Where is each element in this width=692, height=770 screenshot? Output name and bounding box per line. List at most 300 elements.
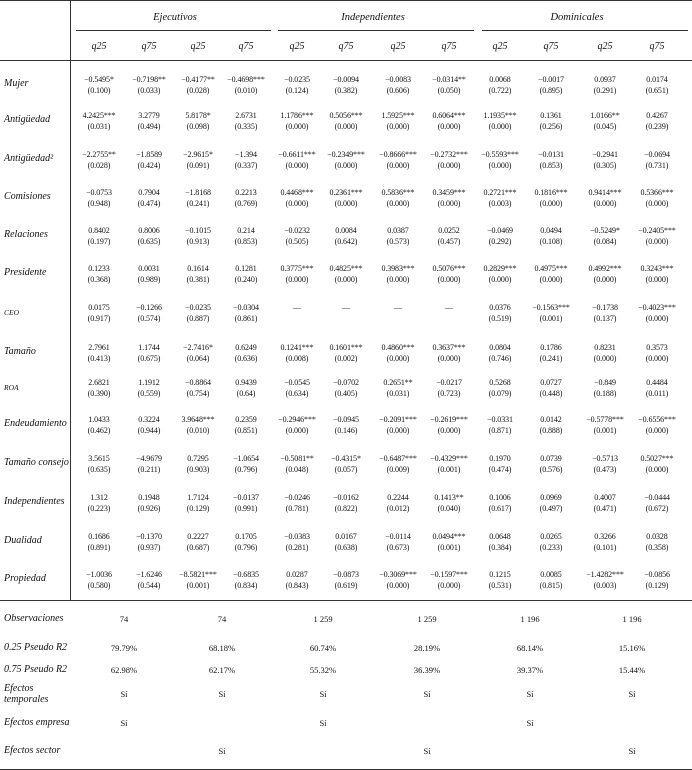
- table-cell: [373, 377, 423, 399]
- coefficient: −0.5713: [592, 454, 618, 463]
- row-label: CEO: [4, 308, 19, 317]
- coefficient: −0.0331: [487, 415, 513, 424]
- table-cell: [272, 149, 322, 171]
- table-cell: [272, 225, 322, 247]
- table-cell: [74, 377, 124, 399]
- p-value: (0.642): [334, 237, 358, 246]
- p-value: (0.010): [234, 86, 258, 95]
- table-cell: [580, 342, 630, 364]
- table-cell: [74, 225, 124, 247]
- footer-value: 74: [217, 614, 227, 624]
- p-value: (0.636): [234, 354, 258, 363]
- table-cell: [221, 414, 271, 436]
- p-value: (0.917): [87, 314, 111, 323]
- coefficient: 0.4484: [646, 378, 668, 387]
- coefficient: 0.9414***: [588, 188, 622, 197]
- coefficient: 1.1912: [138, 378, 160, 387]
- p-value: (0.001): [539, 314, 563, 323]
- table-cell: [321, 414, 371, 436]
- p-value: (0.281): [285, 543, 309, 552]
- table-cell: [373, 492, 423, 514]
- coefficient: 0.4468***: [280, 188, 314, 197]
- p-value: (0.834): [234, 581, 258, 590]
- footer-value: 15.44%: [618, 665, 646, 675]
- table-cell: [475, 225, 525, 247]
- table-cell: [475, 149, 525, 171]
- table-cell: [373, 110, 423, 132]
- p-value: (0.100): [87, 86, 111, 95]
- table-cell: [424, 569, 474, 591]
- table-cell: [124, 263, 174, 285]
- p-value: (0.000): [437, 426, 461, 435]
- coefficient: 0.2213: [235, 188, 257, 197]
- table-cell: [632, 74, 682, 96]
- coefficient: −1.8168: [185, 188, 211, 197]
- table-cell: [221, 302, 271, 324]
- coefficient: 0.1614: [187, 264, 209, 273]
- coefficient: −0.6611***: [278, 150, 316, 159]
- coefficient: −0.0232: [284, 226, 310, 235]
- table-cell: [373, 569, 423, 591]
- table-cell: [424, 342, 474, 364]
- p-value: (0.723): [437, 389, 461, 398]
- p-value: (0.000): [285, 426, 309, 435]
- coefficient: 0.4975***: [534, 264, 568, 273]
- coefficient: −0.5593***: [481, 150, 519, 159]
- table-cell: [321, 569, 371, 591]
- coefficient: −0.0094: [333, 75, 359, 84]
- coefficient: 2.6821: [88, 378, 110, 387]
- p-value: (0.002): [334, 354, 358, 363]
- table-cell: [321, 149, 371, 171]
- coefficient: −0.4177**: [181, 75, 215, 84]
- coefficient: −0.1266: [136, 303, 162, 312]
- p-value: (0.045): [593, 122, 617, 131]
- table-cell: [526, 453, 576, 475]
- table-cell: [74, 569, 124, 591]
- column-header-q25: q25: [597, 41, 613, 52]
- table-cell: [580, 414, 630, 436]
- table-cell: [526, 377, 576, 399]
- coefficient: 0.0068: [489, 75, 511, 84]
- table-cell: [173, 492, 223, 514]
- coefficient: 0.3775***: [280, 264, 314, 273]
- table-cell: [173, 263, 223, 285]
- table-cell: [526, 342, 576, 364]
- coefficient: −0.0444: [644, 493, 670, 502]
- table-cell: [173, 187, 223, 209]
- p-value: (0.617): [488, 504, 512, 513]
- p-value: (0.887): [186, 314, 210, 323]
- coefficient: —: [342, 303, 350, 312]
- p-value: (0.108): [539, 237, 563, 246]
- coefficient: —: [445, 303, 453, 312]
- table-cell: [124, 187, 174, 209]
- table-cell: [373, 187, 423, 209]
- p-value: (0.000): [488, 161, 512, 170]
- p-value: (0.576): [539, 465, 563, 474]
- coefficient: 0.3243***: [640, 264, 674, 273]
- row-label-divider: [70, 0, 71, 600]
- footer-value: Sí: [218, 689, 226, 699]
- p-value: (0.494): [137, 122, 161, 131]
- p-value: (0.000): [386, 275, 410, 284]
- footer-label: Efectos empresa: [4, 717, 70, 728]
- coefficient: 0.8006: [138, 226, 160, 235]
- coefficient: −0.0856: [644, 570, 670, 579]
- column-header-q25: q25: [289, 41, 305, 52]
- coefficient: 0.0727: [540, 378, 562, 387]
- coefficient: −0.0017: [538, 75, 564, 84]
- p-value: (0.390): [87, 389, 111, 398]
- table-cell: [321, 453, 371, 475]
- coefficient: —: [394, 303, 402, 312]
- table-cell: [124, 302, 174, 324]
- p-value: (0.000): [386, 581, 410, 590]
- p-value: (0.000): [386, 161, 410, 170]
- footer-value: 74: [119, 614, 129, 624]
- p-value: (0.448): [539, 389, 563, 398]
- table-cell: [475, 414, 525, 436]
- coefficient: 3.2779: [138, 111, 160, 120]
- footer-value: 60.74%: [309, 643, 337, 653]
- table-cell: [580, 225, 630, 247]
- coefficient: 0.3224: [138, 415, 160, 424]
- p-value: (0.129): [645, 581, 669, 590]
- coefficient: 0.2721***: [483, 188, 517, 197]
- table-cell: [373, 453, 423, 475]
- p-value: (0.000): [386, 426, 410, 435]
- table-cell: [475, 110, 525, 132]
- p-value: (0.891): [87, 543, 111, 552]
- footer-value: Sí: [423, 746, 431, 756]
- coefficient: 0.0142: [540, 415, 562, 424]
- table-cell: [632, 149, 682, 171]
- coefficient: 2.6731: [235, 111, 257, 120]
- coefficient: −0.0114: [385, 532, 411, 541]
- table-cell: [74, 187, 124, 209]
- p-value: (0.000): [285, 122, 309, 131]
- table-cell: [424, 377, 474, 399]
- coefficient: 0.3459***: [432, 188, 466, 197]
- table-cell: [124, 531, 174, 553]
- table-cell: [321, 302, 371, 313]
- coefficient: 0.0085: [540, 570, 562, 579]
- coefficient: −0.0083: [385, 75, 411, 84]
- p-value: (0.815): [539, 581, 563, 590]
- p-value: (0.871): [488, 426, 512, 435]
- table-cell: [272, 414, 322, 436]
- table-cell: [475, 531, 525, 553]
- coefficient: 0.6064***: [432, 111, 466, 120]
- coefficient: −0.5778***: [586, 415, 624, 424]
- p-value: (0.989): [137, 275, 161, 284]
- coefficient: 0.5836***: [381, 188, 415, 197]
- coefficient: −0.8666***: [379, 150, 417, 159]
- p-value: (0.796): [234, 543, 258, 552]
- table-cell: [632, 263, 682, 285]
- p-value: (0.137): [593, 314, 617, 323]
- table-cell: [221, 187, 271, 209]
- column-header-q25: q25: [190, 41, 206, 52]
- table-cell: [173, 225, 223, 247]
- row-label: Antigüedad²: [4, 153, 54, 164]
- table-cell: [272, 377, 322, 399]
- table-cell: [272, 342, 322, 364]
- coefficient: −2.2755**: [82, 150, 116, 159]
- table-cell: [321, 342, 371, 364]
- table-cell: [632, 302, 682, 324]
- table-cell: [580, 263, 630, 285]
- p-value: (0.731): [645, 161, 669, 170]
- p-value: (0.544): [137, 581, 161, 590]
- coefficient: −0.849: [594, 378, 616, 387]
- coefficient: −4.9679: [136, 454, 162, 463]
- column-header-q75: q75: [649, 41, 665, 52]
- table-cell: [580, 569, 630, 591]
- p-value: (0.003): [488, 199, 512, 208]
- table-cell: [424, 263, 474, 285]
- coefficient: −0.2619***: [430, 415, 468, 424]
- p-value: (0.853): [234, 237, 258, 246]
- p-value: (0.635): [87, 465, 111, 474]
- coefficient: 0.214: [237, 226, 255, 235]
- table-cell: [475, 342, 525, 364]
- coefficient: −0.1563***: [532, 303, 570, 312]
- table-cell: [632, 377, 682, 399]
- p-value: (0.000): [488, 122, 512, 131]
- coefficient: 5.8178*: [185, 111, 211, 120]
- table-cell: [173, 342, 223, 364]
- coefficient: 0.1413**: [434, 493, 464, 502]
- p-value: (0.573): [386, 237, 410, 246]
- coefficient: −0.2946***: [278, 415, 316, 424]
- p-value: (0.781): [285, 504, 309, 513]
- coefficient: 0.0167: [335, 532, 357, 541]
- p-value: (0.091): [186, 161, 210, 170]
- coefficient: 0.2227: [187, 532, 209, 541]
- p-value: (0.672): [645, 504, 669, 513]
- table-cell: [475, 453, 525, 475]
- p-value: (0.000): [285, 275, 309, 284]
- p-value: (0.223): [87, 504, 111, 513]
- table-cell: [321, 263, 371, 285]
- table-cell: [580, 149, 630, 171]
- p-value: (0.505): [285, 237, 309, 246]
- coefficient: 0.8402: [88, 226, 110, 235]
- table-cell: [74, 342, 124, 364]
- table-cell: [424, 414, 474, 436]
- table-cell: [632, 414, 682, 436]
- p-value: (0.944): [137, 426, 161, 435]
- p-value: (0.003): [593, 581, 617, 590]
- coefficient: 0.0804: [489, 343, 511, 352]
- table-cell: [221, 492, 271, 514]
- p-value: (0.497): [539, 504, 563, 513]
- coefficient: 0.0265: [540, 532, 562, 541]
- coefficient: −0.0314**: [432, 75, 466, 84]
- table-cell: [124, 377, 174, 399]
- table-cell: [475, 569, 525, 591]
- coefficient: 0.4007: [594, 493, 616, 502]
- p-value: (0.000): [334, 199, 358, 208]
- p-value: (0.895): [539, 86, 563, 95]
- p-value: (0.843): [285, 581, 309, 590]
- coefficient: 1.0166**: [590, 111, 620, 120]
- coefficient: 0.1816***: [534, 188, 568, 197]
- coefficient: 0.5027***: [640, 454, 674, 463]
- table-cell: [173, 74, 223, 96]
- p-value: (0.001): [437, 543, 461, 552]
- p-value: (0.64): [236, 389, 256, 398]
- p-value: (0.000): [593, 354, 617, 363]
- p-value: (0.050): [437, 86, 461, 95]
- footer-value: Sí: [526, 689, 534, 699]
- table-cell: [272, 187, 322, 209]
- coefficient: 0.2359: [235, 415, 257, 424]
- table-cell: [526, 149, 576, 171]
- table-cell: [526, 187, 576, 209]
- footer-label: Observaciones: [4, 613, 64, 624]
- table-cell: [74, 531, 124, 553]
- table-cell: [475, 302, 525, 324]
- p-value: (0.638): [334, 543, 358, 552]
- p-value: (0.673): [386, 543, 410, 552]
- footer-value: 1 196: [520, 614, 540, 624]
- p-value: (0.861): [234, 314, 258, 323]
- row-label: Relaciones: [4, 229, 48, 240]
- group-rule-independientes: [278, 30, 474, 31]
- column-header-q25: q25: [390, 41, 406, 52]
- p-value: (0.000): [488, 275, 512, 284]
- table-cell: [124, 74, 174, 96]
- p-value: (0.635): [137, 237, 161, 246]
- coefficient: −0.8864: [185, 378, 211, 387]
- coefficient: −0.0235: [185, 303, 211, 312]
- table-cell: [424, 225, 474, 247]
- coefficient: 1.7124: [187, 493, 209, 502]
- p-value: (0.574): [137, 314, 161, 323]
- table-cell: [321, 531, 371, 553]
- p-value: (0.903): [186, 465, 210, 474]
- table-cell: [221, 342, 271, 364]
- p-value: (0.531): [488, 581, 512, 590]
- coefficient: −0.6835: [233, 570, 259, 579]
- p-value: (0.305): [593, 161, 617, 170]
- p-value: (0.011): [645, 389, 669, 398]
- coefficient: −0.2405***: [638, 226, 676, 235]
- p-value: (0.853): [539, 161, 563, 170]
- coefficient: 0.4860***: [381, 343, 415, 352]
- table-cell: [424, 187, 474, 209]
- table-cell: [424, 302, 474, 313]
- coefficient: 0.0084: [335, 226, 357, 235]
- p-value: (0.129): [186, 504, 210, 513]
- p-value: (0.381): [186, 275, 210, 284]
- coefficient: −1.8589: [136, 150, 162, 159]
- coefficient: 1.0433: [88, 415, 110, 424]
- p-value: (0.241): [186, 199, 210, 208]
- coefficient: 0.1786: [540, 343, 562, 352]
- p-value: (0.000): [437, 161, 461, 170]
- table-cell: [632, 492, 682, 514]
- table-cell: [173, 149, 223, 171]
- table-cell: [580, 453, 630, 475]
- table-cell: [526, 414, 576, 436]
- p-value: (0.241): [539, 354, 563, 363]
- coefficient: 0.1241***: [280, 343, 314, 352]
- row-label: Propiedad: [4, 573, 46, 584]
- table-cell: [373, 414, 423, 436]
- coefficient: 0.4992***: [588, 264, 622, 273]
- coefficient: −0.0545: [284, 378, 310, 387]
- p-value: (0.462): [87, 426, 111, 435]
- table-cell: [475, 492, 525, 514]
- footer-value: 68.18%: [208, 643, 236, 653]
- coefficient: −0.0304: [233, 303, 259, 312]
- table-cell: [632, 342, 682, 364]
- coefficient: −0.5081**: [280, 454, 314, 463]
- table-cell: [272, 263, 322, 285]
- footer-label: 0.75 Pseudo R2: [4, 664, 68, 675]
- coefficient: 1.1935***: [483, 111, 517, 120]
- p-value: (0.291): [593, 86, 617, 95]
- coefficient: −0.5249*: [590, 226, 620, 235]
- table-cell: [632, 453, 682, 475]
- p-value: (0.000): [645, 199, 669, 208]
- table-cell: [475, 263, 525, 285]
- table-cell: [632, 531, 682, 553]
- table-cell: [373, 342, 423, 364]
- coefficient: −0.2941: [592, 150, 618, 159]
- p-value: (0.000): [645, 426, 669, 435]
- group-rule-dominicales: [482, 30, 688, 31]
- p-value: (0.240): [234, 275, 258, 284]
- footer-value: Sí: [319, 689, 327, 699]
- p-value: (0.796): [234, 465, 258, 474]
- column-header-q75: q75: [543, 41, 559, 52]
- coefficient: −0.6556***: [638, 415, 676, 424]
- table-cell: [124, 342, 174, 364]
- coefficient: 0.3637***: [432, 343, 466, 352]
- p-value: (0.405): [334, 389, 358, 398]
- table-cell: [74, 302, 124, 324]
- footer-value: Sí: [423, 689, 431, 699]
- p-value: (0.001): [186, 581, 210, 590]
- table-cell: [272, 74, 322, 96]
- footer-value: 62.98%: [110, 665, 138, 675]
- coefficient: −0.4698***: [227, 75, 265, 84]
- coefficient: −1.0654: [233, 454, 259, 463]
- p-value: (0.474): [488, 465, 512, 474]
- coefficient: 0.1361: [540, 111, 562, 120]
- coefficient: 1.1744: [138, 343, 160, 352]
- p-value: (0.851): [234, 426, 258, 435]
- coefficient: 0.1215: [489, 570, 511, 579]
- p-value: (0.101): [593, 543, 617, 552]
- footer-value: 55.32%: [309, 665, 337, 675]
- table-cell: [173, 453, 223, 475]
- p-value: (0.413): [87, 354, 111, 363]
- coefficient: 0.3573: [646, 343, 668, 352]
- p-value: (0.822): [334, 504, 358, 513]
- p-value: (0.000): [645, 465, 669, 474]
- coefficient: 0.1281: [235, 264, 257, 273]
- row-label: Endeudamiento: [4, 418, 67, 429]
- table-cell: [580, 377, 630, 399]
- table-cell: [632, 225, 682, 247]
- table-cell: [580, 531, 630, 553]
